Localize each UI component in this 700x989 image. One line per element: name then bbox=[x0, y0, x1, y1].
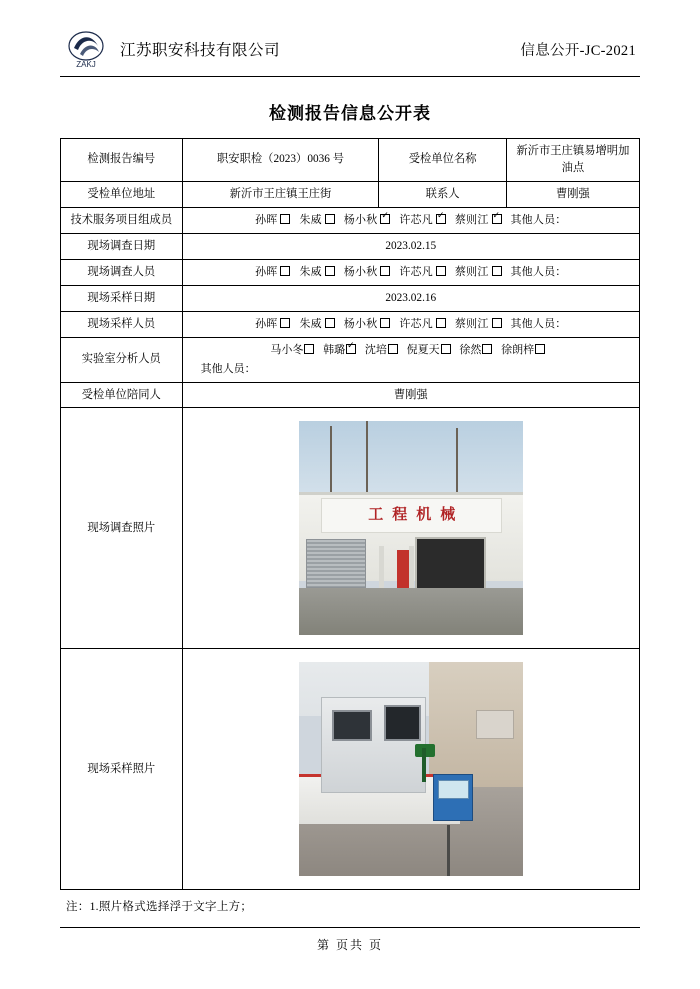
table-row bbox=[61, 259, 640, 285]
company-brand bbox=[60, 28, 280, 70]
photo-shutter bbox=[306, 539, 366, 588]
photo-store-sign bbox=[321, 498, 502, 532]
checkbox-staff[interactable] bbox=[325, 318, 335, 328]
cell-sampling-photo bbox=[182, 649, 639, 890]
staff-name: 朱威 bbox=[299, 214, 322, 227]
checkbox-staff[interactable] bbox=[436, 266, 446, 276]
label-lab-staff: 实验室分析人员 bbox=[61, 337, 183, 382]
info-disclosure-table bbox=[60, 138, 640, 890]
table-row bbox=[61, 382, 640, 408]
label-escort: 受检单位陪同人 bbox=[61, 382, 183, 408]
value-survey-date: 2023.02.15 bbox=[182, 233, 639, 259]
survey-site-photo bbox=[299, 421, 523, 635]
photo-fuel-hose bbox=[422, 748, 426, 782]
page-title: 检测报告信息公开表 bbox=[269, 104, 431, 123]
staff-name: 蔡则江 bbox=[454, 265, 489, 278]
staff-name: 杨小秋 bbox=[343, 265, 378, 278]
checkbox-staff[interactable] bbox=[304, 344, 314, 354]
checkbox-staff[interactable] bbox=[482, 344, 492, 354]
table-row bbox=[61, 649, 640, 890]
label-other-staff: 其他人员： bbox=[200, 363, 256, 375]
label-team-members: 技术服务项目组成员 bbox=[61, 207, 183, 233]
checkbox-staff[interactable] bbox=[280, 318, 290, 328]
sampling-photo-wrap bbox=[187, 653, 635, 885]
checkbox-staff[interactable] bbox=[380, 318, 390, 328]
checkbox-staff[interactable] bbox=[535, 344, 545, 354]
sign-char: 工 bbox=[368, 507, 384, 524]
staff-name: 朱威 bbox=[299, 317, 322, 330]
value-escort: 曹刚强 bbox=[182, 382, 639, 408]
photo-ground bbox=[299, 588, 523, 635]
sign-char: 机 bbox=[416, 507, 432, 524]
photo-doorway bbox=[415, 537, 486, 595]
checkbox-staff[interactable] bbox=[325, 266, 335, 276]
staff-name: 孙晖 bbox=[255, 214, 278, 227]
staff-name: 蔡则江 bbox=[454, 214, 489, 227]
photo-tree bbox=[366, 421, 368, 496]
label-sampling-photo: 现场采样照片 bbox=[61, 649, 183, 890]
table-row bbox=[61, 181, 640, 207]
staff-name: 许芯凡 bbox=[399, 317, 433, 330]
label-other-staff: 其他人员： bbox=[510, 265, 567, 278]
label-other-staff: 其他人员： bbox=[510, 214, 567, 227]
document-code: 信息公开-JC-2021 bbox=[520, 42, 636, 59]
label-survey-date: 现场调查日期 bbox=[61, 233, 183, 259]
checkbox-staff[interactable] bbox=[436, 318, 446, 328]
staff-name: 韩璐 bbox=[323, 343, 346, 356]
staff-name: 杨小秋 bbox=[343, 317, 378, 330]
sign-char: 程 bbox=[392, 507, 408, 524]
photo-dispenser-display bbox=[384, 705, 422, 741]
table-row bbox=[61, 285, 640, 311]
photo-post bbox=[409, 546, 414, 591]
staff-name: 许芯凡 bbox=[399, 265, 433, 278]
label-report-no: 检测报告编号 bbox=[61, 139, 183, 182]
checkbox-staff[interactable] bbox=[280, 214, 290, 224]
staff-name: 马小冬 bbox=[270, 343, 304, 356]
table-row bbox=[61, 311, 640, 337]
value-survey-staff bbox=[182, 259, 639, 285]
table-row bbox=[61, 233, 640, 259]
label-sampling-date: 现场采样日期 bbox=[61, 285, 183, 311]
value-client-address: 新沂市王庄镇王庄街 bbox=[182, 181, 379, 207]
staff-name: 许芯凡 bbox=[399, 214, 433, 227]
photo-wall-sign bbox=[476, 710, 514, 740]
value-contact: 曹刚强 bbox=[506, 181, 639, 207]
sampling-site-photo bbox=[299, 662, 523, 876]
label-sampling-staff: 现场采样人员 bbox=[61, 311, 183, 337]
staff-name: 蔡则江 bbox=[454, 317, 489, 330]
company-name: 江苏职安科技有限公司 bbox=[120, 42, 281, 59]
photo-post bbox=[379, 546, 384, 591]
checkbox-staff[interactable] bbox=[441, 344, 451, 354]
staff-name: 杨小秋 bbox=[343, 214, 378, 227]
value-sampling-date: 2023.02.16 bbox=[182, 285, 639, 311]
staff-name: 孙晖 bbox=[255, 265, 278, 278]
label-survey-photo: 现场调查照片 bbox=[61, 408, 183, 649]
checkbox-staff[interactable] bbox=[346, 344, 356, 354]
table-row bbox=[61, 207, 640, 233]
checkbox-staff[interactable] bbox=[380, 266, 390, 276]
label-client-address: 受检单位地址 bbox=[61, 181, 183, 207]
page-number: 第 页共 页 bbox=[316, 938, 383, 952]
staff-name: 倪夏天 bbox=[406, 343, 440, 356]
checkbox-staff[interactable] bbox=[436, 214, 446, 224]
staff-name: 徐然 bbox=[459, 343, 482, 356]
checkbox-staff[interactable] bbox=[492, 318, 502, 328]
photo-tree bbox=[330, 426, 332, 499]
value-team-members bbox=[182, 207, 639, 233]
svg-text:ZAKJ: ZAKJ bbox=[76, 60, 96, 69]
checkbox-staff[interactable] bbox=[380, 214, 390, 224]
value-sampling-staff bbox=[182, 311, 639, 337]
label-contact: 联系人 bbox=[379, 181, 506, 207]
photo-tripod bbox=[447, 825, 450, 876]
table-row bbox=[61, 337, 640, 382]
staff-name: 沈培 bbox=[364, 343, 387, 356]
photo-dispenser-display bbox=[332, 710, 372, 742]
value-lab-staff bbox=[182, 337, 639, 382]
staff-name: 孙晖 bbox=[255, 317, 278, 330]
checkbox-staff[interactable] bbox=[492, 214, 502, 224]
value-client-name: 新沂市王庄镇易增明加油点 bbox=[506, 139, 639, 182]
checkbox-staff[interactable] bbox=[388, 344, 398, 354]
cell-survey-photo bbox=[182, 408, 639, 649]
checkbox-staff[interactable] bbox=[325, 214, 335, 224]
photo-tree bbox=[456, 428, 458, 496]
page-footer bbox=[60, 927, 640, 953]
checkbox-staff[interactable] bbox=[280, 266, 290, 276]
label-client-name: 受检单位名称 bbox=[379, 139, 506, 182]
sign-char: 械 bbox=[440, 507, 456, 524]
table-row bbox=[61, 408, 640, 649]
checkbox-staff[interactable] bbox=[492, 266, 502, 276]
photo-device-display bbox=[438, 780, 469, 799]
staff-name: 徐朗梓 bbox=[501, 343, 535, 356]
value-report-no: 职安职检（2023）0036 号 bbox=[182, 139, 379, 182]
company-logo-icon bbox=[60, 28, 112, 70]
footnote: 注：1.照片格式选择浮于文字上方； bbox=[66, 901, 253, 914]
table-row bbox=[61, 139, 640, 182]
staff-name: 朱威 bbox=[299, 265, 322, 278]
survey-photo-wrap bbox=[187, 412, 635, 644]
label-other-staff: 其他人员： bbox=[510, 317, 567, 330]
page-header bbox=[60, 28, 640, 77]
label-survey-staff: 现场调查人员 bbox=[61, 259, 183, 285]
